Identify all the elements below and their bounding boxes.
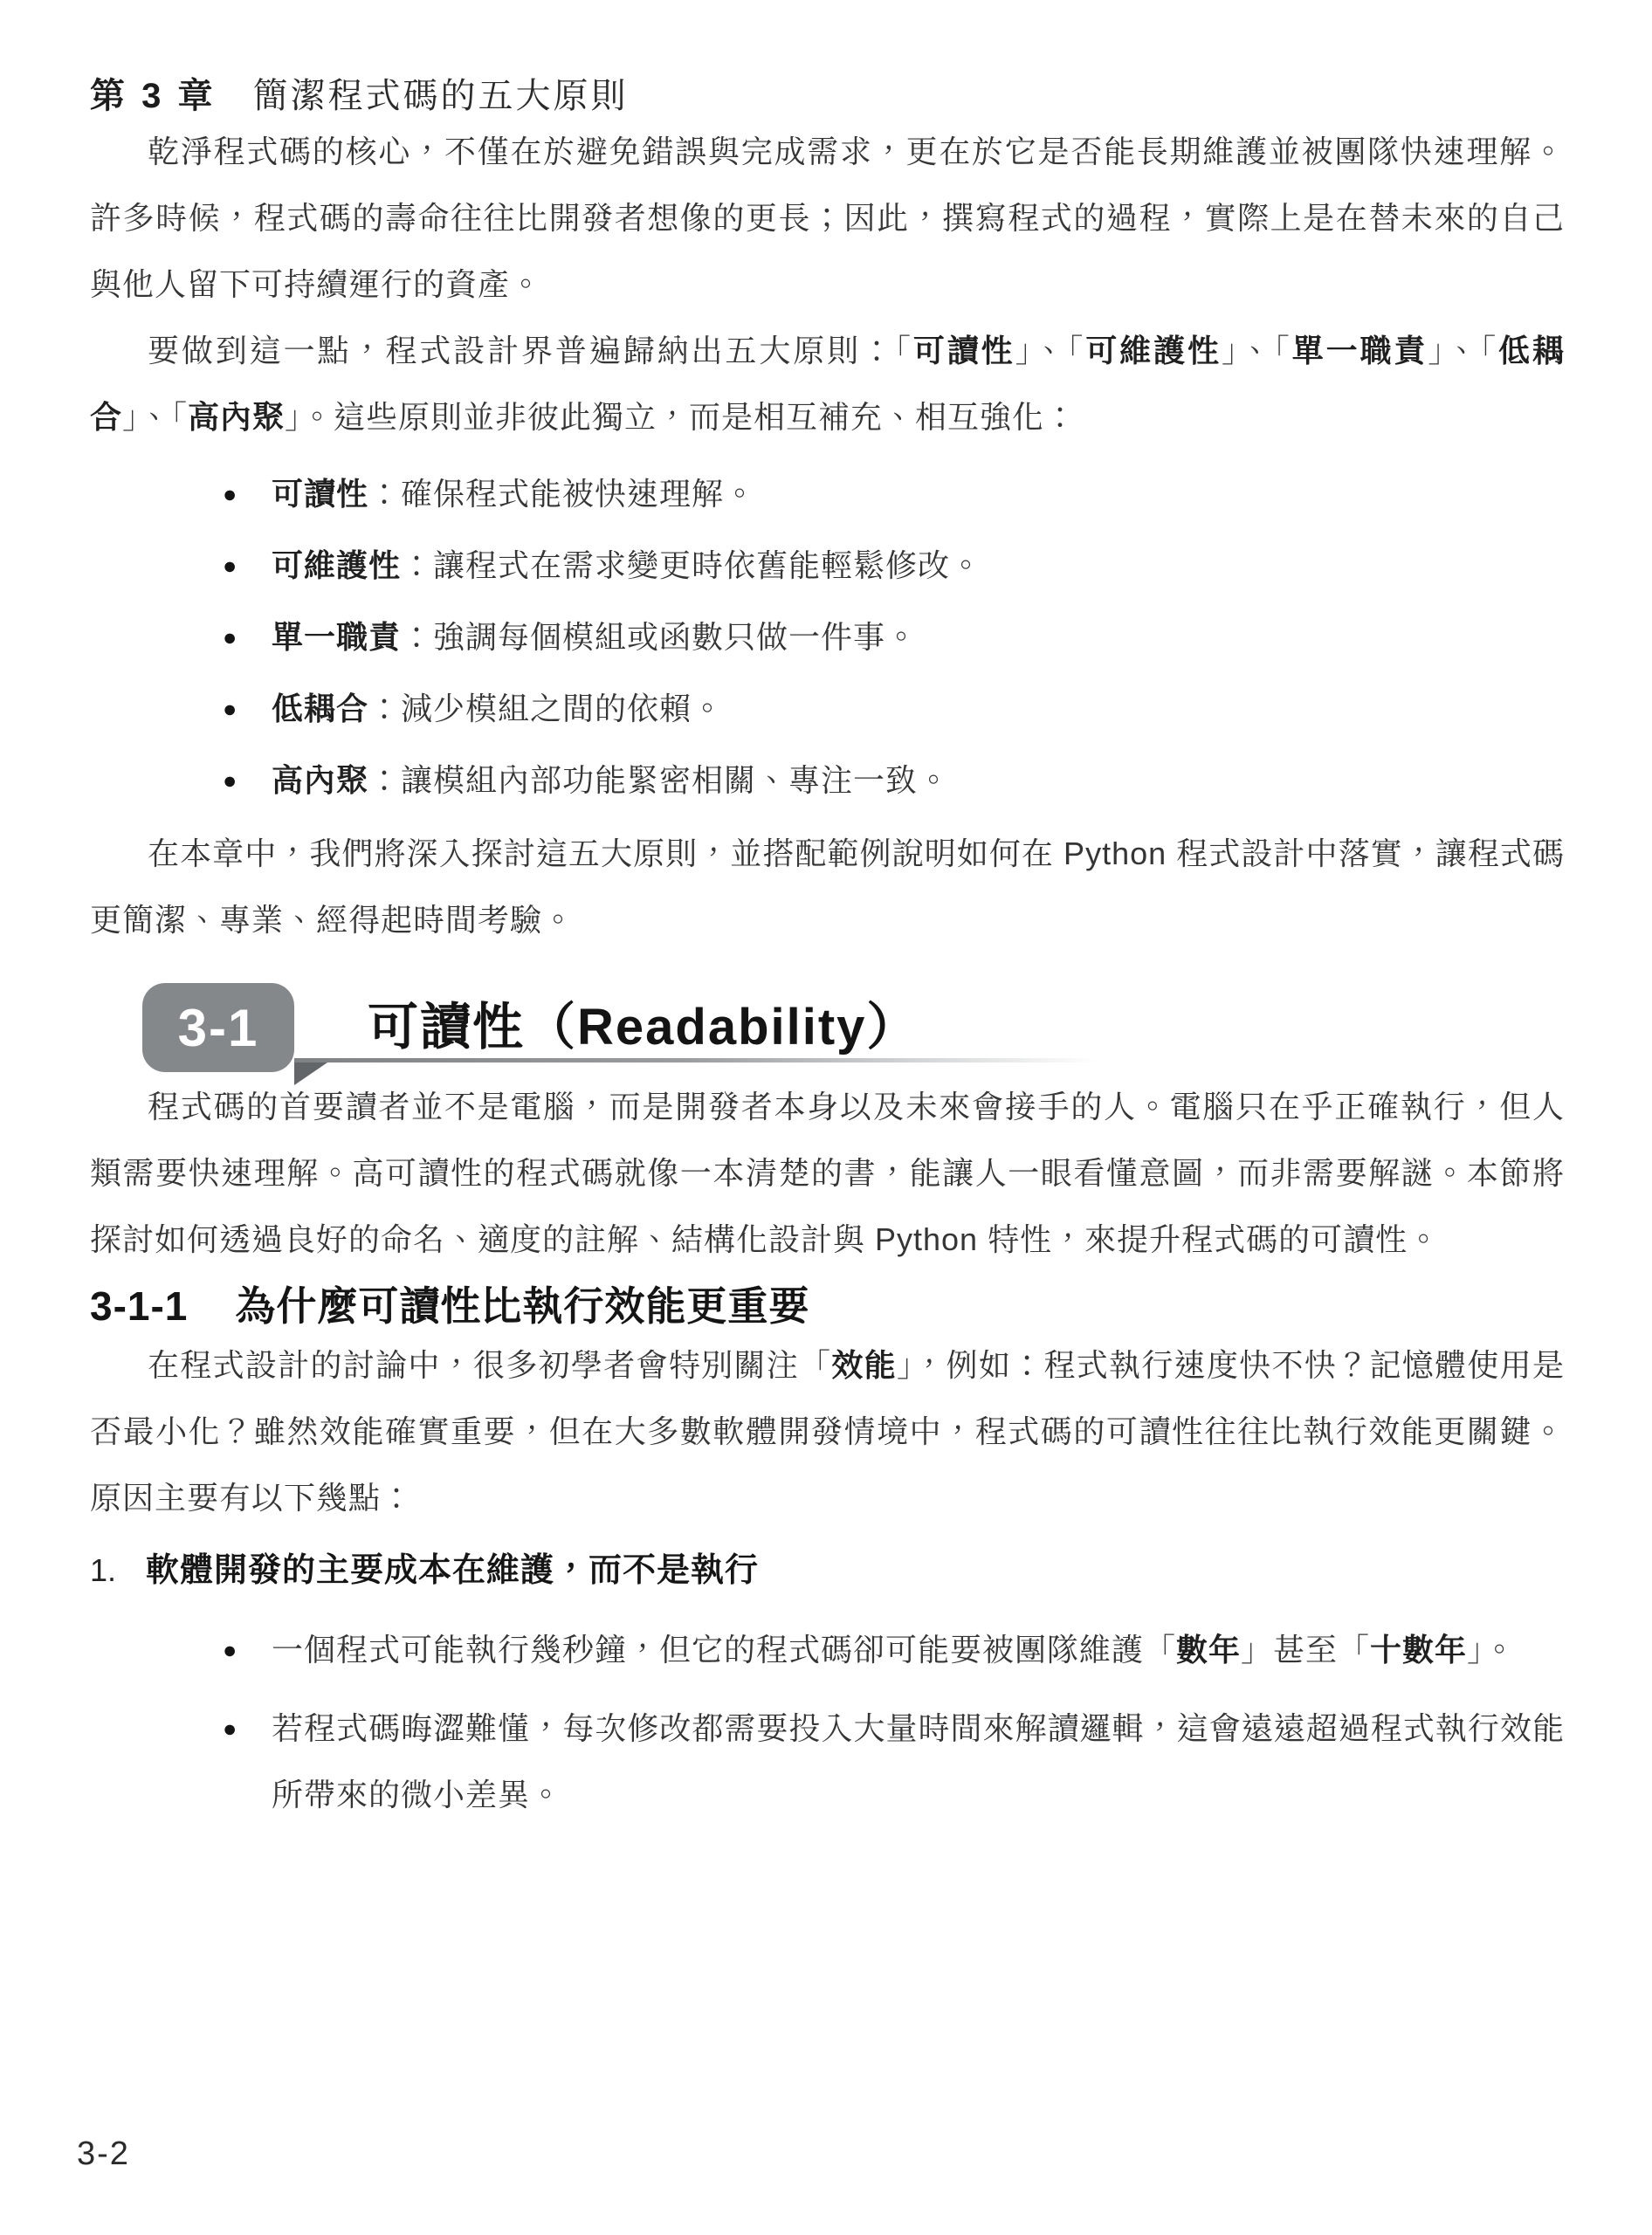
- text-run: 」甚至「: [1241, 1632, 1371, 1668]
- numbered-point-number: 1.: [90, 1552, 117, 1588]
- subsection-paragraph-1: [90, 1332, 1565, 1531]
- bold-term: 高內聚: [188, 399, 286, 435]
- bullet-term: 低耦合: [272, 691, 369, 726]
- text-run: 」、「: [1221, 333, 1292, 368]
- intro-paragraph-2: [90, 318, 1565, 450]
- text-run: 在程式設計的討論中，很多初學者會特別關注「: [148, 1347, 832, 1383]
- bold-term: 數年: [1176, 1632, 1242, 1668]
- bold-term: 可維護性: [1085, 333, 1222, 368]
- subsection-heading-3-1-1: [90, 1280, 1565, 1332]
- bullet-desc: ：讓模組內部功能緊密相關、專注一致。: [368, 762, 951, 798]
- text-run: 」、「: [1015, 333, 1086, 368]
- bullet-term: 單一職責: [272, 619, 402, 655]
- section-number-badge: 3-1: [142, 983, 294, 1072]
- text-run: 」、「: [122, 399, 189, 435]
- chapter-header: [90, 73, 1565, 119]
- bullet-desc: ：確保程式能被快速理解。: [368, 476, 757, 512]
- bullet-item: [223, 463, 1565, 526]
- bold-term: 低耦合: [90, 333, 1565, 435]
- page-number: 3-2: [77, 2135, 130, 2172]
- text-run: 」。這些原則並非彼此獨立，而是相互補充、相互強化：: [285, 399, 1077, 435]
- section-title: 可讀性（Readability）: [368, 999, 919, 1056]
- text-run: 若程式碼晦澀難懂，每次修改都需要投入大量時間來解讀邏輯，這會遠遠超過程式執行效能所帶來的微小差異。: [272, 1710, 1565, 1812]
- bullet-item: [223, 534, 1565, 597]
- bold-term: 效能: [831, 1347, 897, 1383]
- bullet-desc: ：讓程式在需求變更時依舊能輕鬆修改。: [401, 547, 983, 583]
- bullet-term: 可維護性: [272, 547, 402, 583]
- subsection-number: 3-1-1: [90, 1283, 189, 1329]
- text-run: 一個程式可能執行幾秒鐘，但它的程式碼卻可能要被團隊維護「: [272, 1632, 1177, 1668]
- text-run: 」，例如：程式執行速度快不快？記憶體使用是否最小化？雖然效能確實重要，但在大多數軟體開發情境中，程式碼的可讀性往往比執行效能更關鍵。原因主要有以下幾點：: [90, 1347, 1565, 1516]
- bullet-item: [223, 1617, 1565, 1683]
- bold-term: 十數年: [1370, 1632, 1468, 1668]
- subsection-title: 為什麼可讀性比執行效能更重要: [235, 1283, 810, 1329]
- principles-list: [223, 463, 1565, 812]
- intro-paragraph-1: 乾淨程式碼的核心，不僅在於避免錯誤與完成需求，更在於它是否能長期維護並被團隊快速理解。許多時候，程式碼的壽命往往比開發者想像的更長；因此，撰寫程式的過程，實際上是在替未來的自己與他人留下可持續運行的資產。: [90, 134, 1565, 302]
- text-run: 」、「: [1428, 333, 1499, 368]
- bold-term: 可讀性: [912, 333, 1015, 368]
- bold-term: 單一職責: [1291, 333, 1428, 368]
- text-run: 要做到這一點，程式設計界普遍歸納出五大原則：「: [148, 333, 913, 368]
- numbered-point-1: [90, 1545, 1565, 1596]
- section-heading-3-1: [90, 983, 1565, 1074]
- bullet-term: 高內聚: [272, 762, 369, 798]
- bullet-item: [223, 1695, 1565, 1828]
- bullet-item: [223, 749, 1565, 812]
- chapter-title: 簡潔程式碼的五大原則: [252, 77, 629, 115]
- text-run: 」。: [1467, 1632, 1517, 1668]
- numbered-point-title: 軟體開發的主要成本在維護，而不是執行: [146, 1552, 760, 1589]
- bullet-item: [223, 677, 1565, 740]
- section-paragraph-1: 程式碼的首要讀者並不是電腦，而是開發者本身以及未來會接手的人。電腦只在乎正確執行，但人類需要快速理解。高可讀性的程式碼就像一本清楚的書，能讓人一眼看懂意圖，而非需要解謎。本節將探討如何透過良好的命名、適度的註解、結構化設計與 Python 特性，來提升程式碼的可讀性。: [90, 1089, 1565, 1257]
- numbered-point-bullets: [223, 1617, 1565, 1828]
- bullet-desc: ：強調每個模組或函數只做一件事。: [401, 619, 919, 655]
- bullet-term: 可讀性: [272, 476, 369, 512]
- bullet-desc: ：減少模組之間的依賴。: [368, 691, 725, 726]
- bullet-item: [223, 606, 1565, 669]
- intro-paragraph-3: 在本章中，我們將深入探討這五大原則，並搭配範例說明如何在 Python 程式設計中落實，讓程式碼更簡潔、專業、經得起時間考驗。: [90, 836, 1565, 938]
- chapter-label: 第 3 章: [90, 77, 217, 115]
